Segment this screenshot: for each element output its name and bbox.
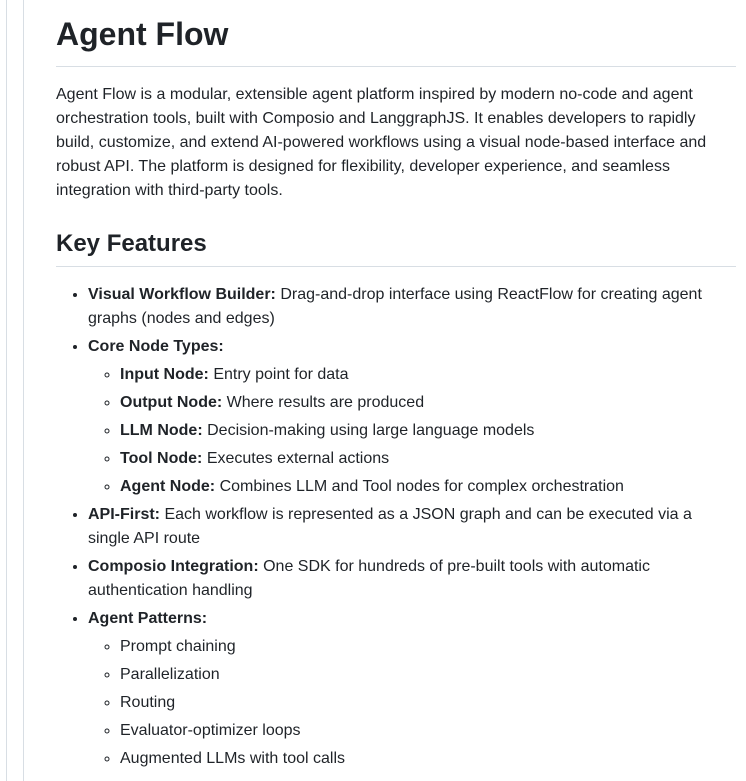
sub-text: Executes external actions [206,450,390,467]
intro-paragraph: Agent Flow is a modular, extensible agent platform inspired by modern no-code and agent orchestration tools, built with Composio and LanggraphJS. It enables developers to rapidly build, customize, and extend AI-powered workflows using a visual node-based interface and robust API. The platform is designed for flexibility, developer experience, and seamless integration with third-party tools. [56,86,707,199]
sub-label: Output Node: [120,394,223,411]
sub-label: Agent Node: [120,478,216,495]
page-inner-border [23,0,24,781]
sub-text: Combines LLM and Tool nodes for complex orchestration [219,478,624,495]
feature-item [88,503,736,551]
sub-text: Where results are produced [226,394,425,411]
sub-text: Entry point for data [213,366,349,383]
feature-label: Visual Workflow Builder: [88,286,276,303]
sub-item: ◦ Evaluator-optimizer loops [120,719,736,743]
sub-item: ◦ Prompt chaining [120,635,736,659]
feature-text: Drag-and-drop interface using ReactFlow for creating agent graphs (nodes and edges) [88,286,702,327]
features-list [56,283,736,771]
feature-label: Composio Integration: [88,558,259,575]
agent-patterns-list [88,635,736,771]
sub-item [120,419,736,443]
sub-item [120,363,736,387]
node-types-list [88,363,736,499]
feature-item [88,335,736,499]
feature-label: Agent Patterns: [88,610,208,627]
feature-label: Core Node Types: [88,338,224,355]
sub-label: Tool Node: [120,450,203,467]
sub-item [120,391,736,415]
feature-text: Each workflow is represented as a JSON graph and can be executed via a single API route [88,506,692,547]
sub-item [120,475,736,499]
key-features-heading: Key Features [56,229,736,267]
sub-item [120,447,736,471]
sub-text: Decision-making using large language models [207,422,535,439]
sub-label: LLM Node: [120,422,203,439]
feature-item [88,283,736,331]
sub-item: ◦ Augmented LLMs with tool calls [120,747,736,771]
feature-label: API-First: [88,506,160,523]
sub-label: Input Node: [120,366,209,383]
feature-item [88,555,736,603]
sub-item: ◦ Parallelization [120,663,736,687]
feature-text: One SDK for hundreds of pre-built tools with automatic authentication handling [88,558,650,599]
page-title: Agent Flow [56,14,736,67]
sub-item: ◦ Routing [120,691,736,715]
feature-item [88,607,736,771]
readme-content [56,0,736,771]
